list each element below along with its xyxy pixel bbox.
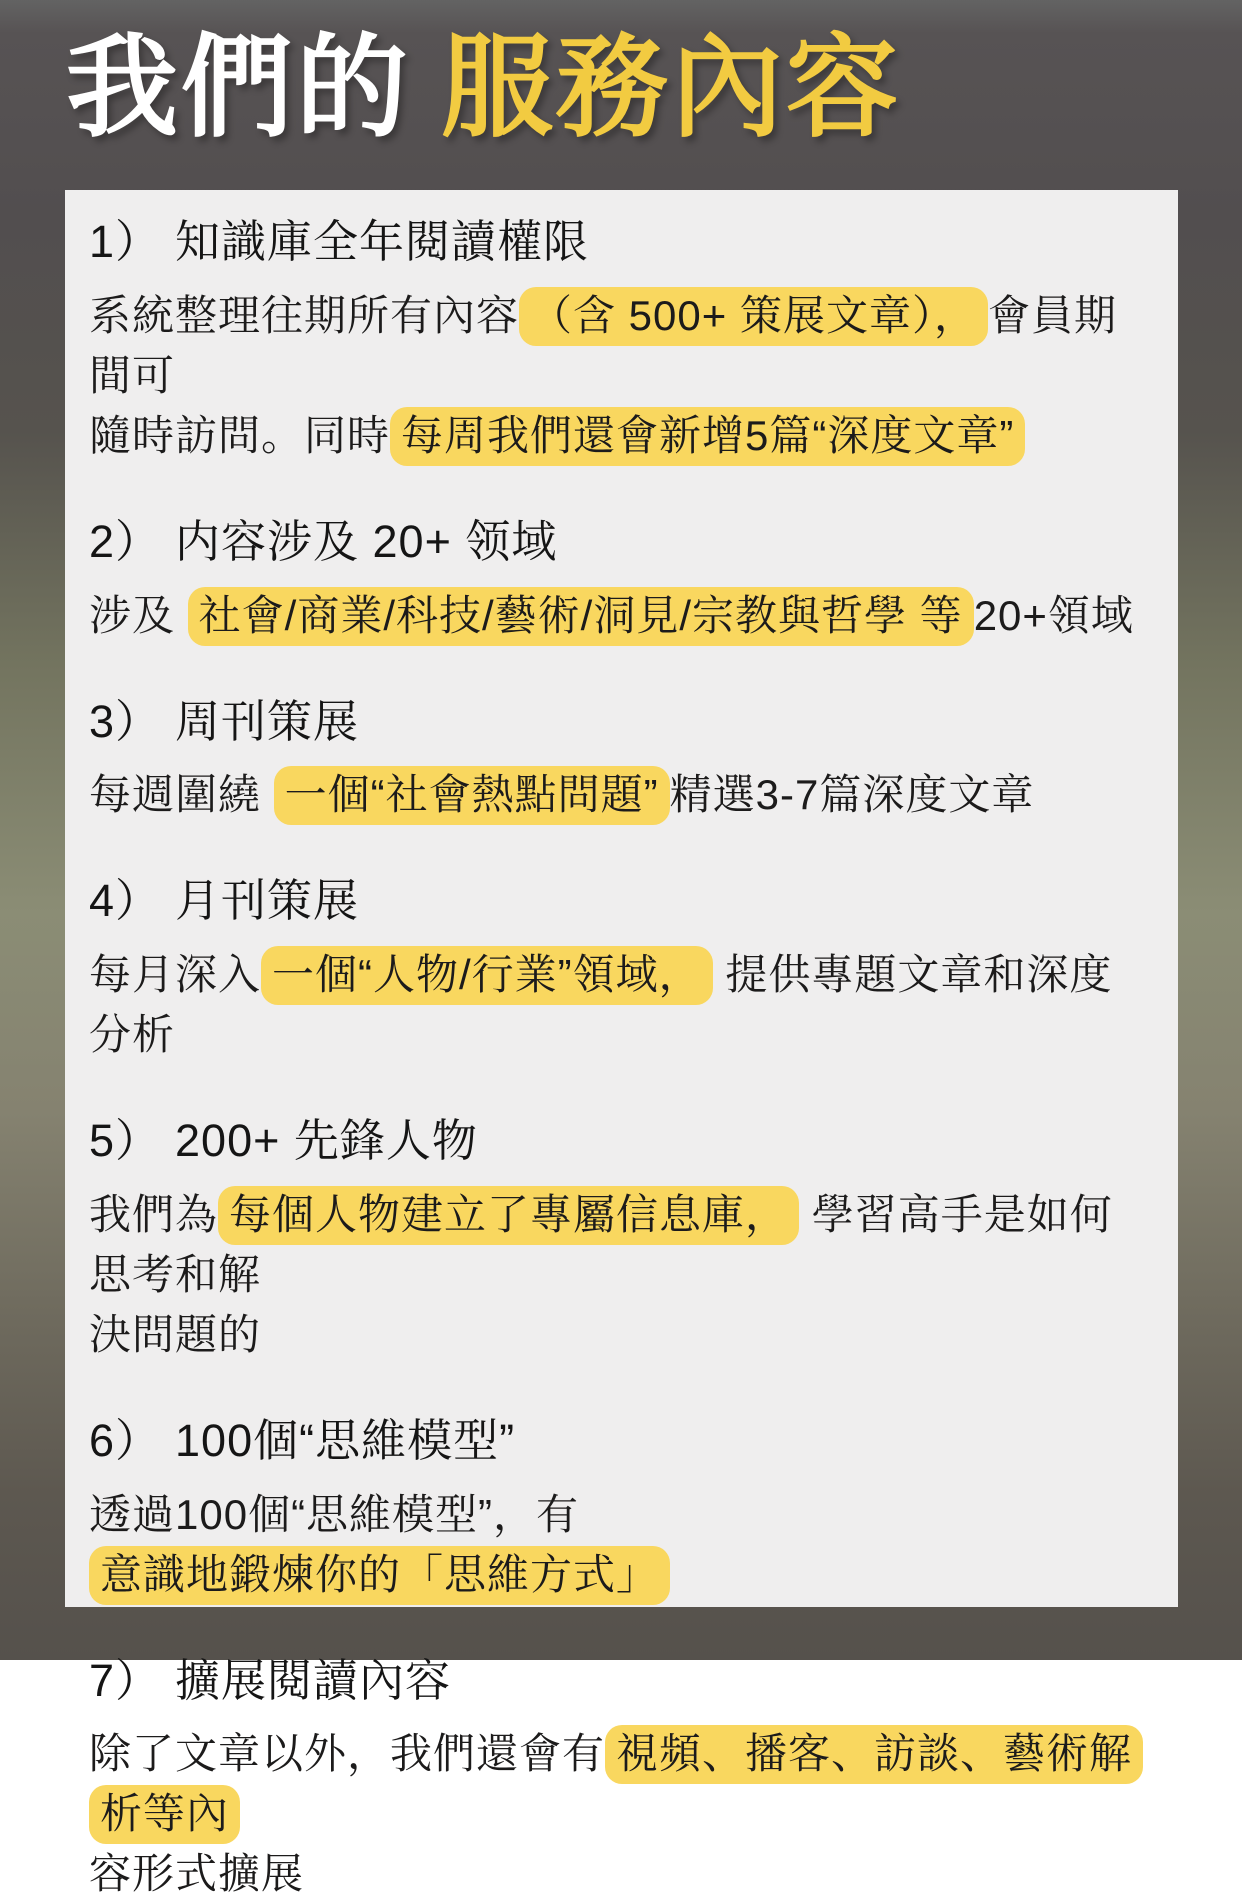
service-item-title: [89, 1415, 1154, 1467]
body-text: 我們為: [89, 1191, 218, 1238]
service-item-heading-text: 月刊策展: [175, 875, 359, 926]
page-title-yellow-part: 服務內容: [441, 25, 901, 150]
service-item-heading-text: 100個“思維模型”: [175, 1415, 515, 1466]
service-item-title: [89, 216, 1154, 268]
service-item-title: [89, 875, 1154, 927]
body-text: 20+領域: [974, 592, 1134, 639]
service-item-number: 5）: [89, 1115, 161, 1166]
service-item-description: [89, 765, 1154, 825]
service-item-description: [89, 286, 1154, 466]
service-item-number: 6）: [89, 1415, 161, 1466]
service-item-description: [89, 945, 1154, 1065]
highlighted-text: 社會/商業/科技/藝術/洞見/宗教與哲學 等: [188, 587, 974, 646]
body-text: 決問題的: [89, 1311, 261, 1358]
service-item-description: [89, 1485, 1154, 1605]
service-item-number: 3）: [89, 696, 161, 747]
highlighted-text: 意識地鍛煉你的「思維方式」: [89, 1546, 670, 1605]
service-item: [89, 1115, 1154, 1365]
service-item: [89, 875, 1154, 1065]
services-card: [65, 190, 1178, 1607]
service-item-description: [89, 1185, 1154, 1365]
service-item-heading-text: 内容涉及 20+ 领域: [175, 516, 557, 567]
body-text: 除了文章以外，我們還會有: [89, 1730, 605, 1777]
service-item: [89, 696, 1154, 826]
page-title: [66, 14, 901, 162]
highlighted-text: 每個人物建立了專屬信息庫，: [218, 1186, 799, 1245]
highlighted-text: 一個“社會熱點問題”: [274, 766, 670, 825]
service-item-heading-text: 擴展閱讀內容: [175, 1655, 451, 1706]
body-text: 系統整理往期所有內容: [89, 292, 519, 339]
service-item: [89, 1655, 1154, 1904]
body-text: 學習高手是如何思考和解: [89, 1191, 1113, 1298]
service-item-title: [89, 1655, 1154, 1707]
service-item-description: [89, 586, 1154, 646]
body-text: 每月深入: [89, 951, 261, 998]
body-text: 透過100個“思維模型”，有: [89, 1491, 579, 1538]
body-text: 容形式擴展: [89, 1850, 304, 1897]
body-text: 會員期間可: [89, 292, 1117, 399]
service-item-title: [89, 1115, 1154, 1167]
highlighted-text: （含 500+ 策展文章），: [519, 287, 988, 346]
service-item: [89, 516, 1154, 646]
service-item-heading-text: 周刊策展: [175, 696, 359, 747]
service-item-heading-text: 知識庫全年閱讀權限: [175, 216, 589, 267]
highlighted-text: 一個“人物/行業”領域，: [261, 946, 713, 1005]
service-item-description: [89, 1724, 1154, 1904]
body-text: 精選3-7篇深度文章: [670, 771, 1035, 818]
body-text: 每週圍繞: [89, 771, 274, 818]
service-item: [89, 1415, 1154, 1605]
body-text: 涉及: [89, 592, 188, 639]
service-item-title: [89, 516, 1154, 568]
service-item-number: 7）: [89, 1655, 161, 1706]
service-item-number: 2）: [89, 516, 161, 567]
service-item-title: [89, 696, 1154, 748]
service-item-number: 1）: [89, 216, 161, 267]
highlighted-text: 視頻、播客、訪談、藝術解析等內: [89, 1725, 1143, 1844]
body-text: 隨時訪問。同時: [89, 412, 390, 459]
service-item-heading-text: 200+ 先鋒人物: [175, 1115, 478, 1166]
page-title-white-part: 我們的: [66, 25, 411, 150]
body-text: 提供專題文章和深度分析: [89, 951, 1112, 1058]
service-item: [89, 216, 1154, 466]
highlighted-text: 每周我們還會新增5篇“深度文章”: [390, 407, 1025, 466]
service-item-number: 4）: [89, 875, 161, 926]
